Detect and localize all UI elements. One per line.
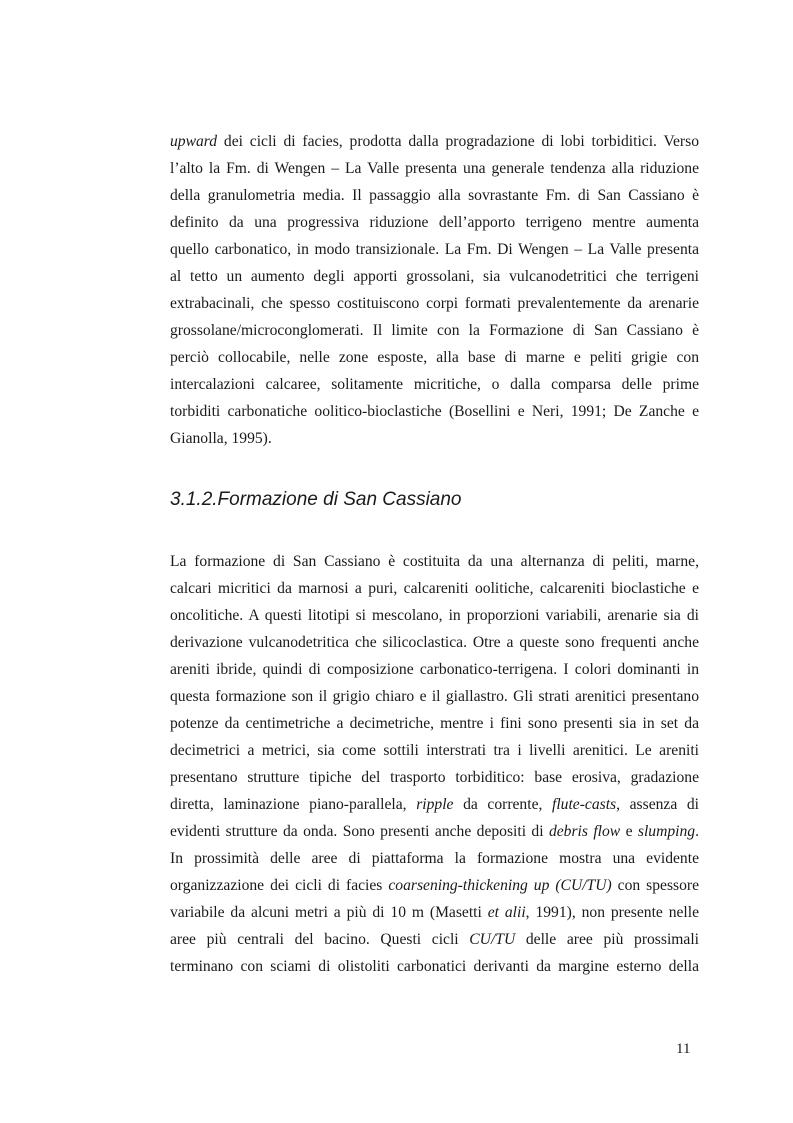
text-line: della granulometria media. Il passaggio alla sovrastante Fm. di San Cassiano è: [170, 187, 699, 204]
text-line: In prossimità delle aree di piattaforma la formazione mostra una evidente: [170, 850, 699, 867]
text-line: presentano strutture tipiche del trasporto torbiditico: base erosiva, gradazione: [170, 769, 699, 786]
italic-term: slumping: [637, 823, 696, 840]
italic-term: flute-casts: [552, 796, 617, 813]
text-line: intercalazioni calcaree, solitamente micritiche, o dalla comparsa delle prime: [170, 376, 699, 393]
text-line: questa formazione son il grigio chiaro e il giallastro. Gli strati arenitici presentano: [170, 688, 699, 705]
italic-term: upward: [170, 133, 218, 150]
text-line: evidenti strutture da onda. Sono presenti anche depositi di debris flow e slumping.: [170, 823, 699, 840]
text-line: decimetrici a metrici, sia come sottili interstrati tra i livelli arenitici. Le areniti: [170, 742, 699, 759]
italic-term: debris flow: [548, 823, 621, 840]
italic-term: ripple: [416, 796, 454, 813]
text-line: diretta, laminazione piano-parallela, ripple da corrente, flute-casts, assenza di: [170, 796, 699, 813]
text-line: areniti ibride, quindi di composizione carbonatico-terrigena. I colori dominanti in: [170, 661, 699, 678]
text-line: terminano con sciami di olistoliti carbonatici derivanti da margine esterno della: [170, 958, 699, 975]
text-line: aree più centrali del bacino. Questi cicli CU/TU delle aree più prossimali: [170, 931, 699, 948]
text-line: organizzazione dei cicli di facies coarsening-thickening up (CU/TU) con spessore: [170, 877, 699, 894]
text-line: torbiditi carbonatiche oolitico-bioclastiche (Bosellini e Neri, 1991; De Zanche e: [170, 403, 699, 420]
italic-term: coarsening-thickening up (CU/TU): [388, 877, 612, 894]
text-line: calcari micritici da marnosi a puri, calcareniti oolitiche, calcareniti bioclastiche e: [170, 580, 699, 597]
text-line: grossolane/microconglomerati. Il limite con la Formazione di San Cassiano è: [170, 322, 699, 339]
text-line: oncolitiche. A questi litotipi si mescolano, in proporzioni variabili, arenarie sia di: [170, 607, 699, 624]
italic-term: et alii: [487, 904, 526, 921]
text-line: definito da una progressiva riduzione dell’apporto terrigeno mentre aumenta: [170, 214, 699, 231]
text-line: La formazione di San Cassiano è costituita da una alternanza di peliti, marne,: [170, 553, 699, 570]
text-line: perciò collocabile, nelle zone esposte, alla base di marne e peliti grigie con: [170, 349, 699, 366]
text-line: extrabacinali, che spesso costituiscono corpi formati prevalentemente da arenarie: [170, 295, 699, 312]
section-heading: 3.1.2.Formazione di San Cassiano: [170, 489, 462, 510]
text-line: l’alto la Fm. di Wengen – La Valle presenta una generale tendenza alla riduzione: [170, 160, 699, 177]
text-line: Gianolla, 1995).: [170, 430, 272, 447]
text-line: upward dei cicli di facies, prodotta dalla progradazione di lobi torbiditici. Verso: [170, 133, 699, 150]
text-line: derivazione vulcanodetritica che silicoclastica. Otre a queste sono frequenti anche: [170, 634, 699, 651]
paragraph-wengen: [170, 128, 699, 452]
text-line: potenze da centimetriche a decimetriche, mentre i fini sono presenti sia in set da: [170, 715, 699, 732]
italic-term: CU/TU: [469, 931, 516, 948]
text-line: variabile da alcuni metri a più di 10 m (Masetti et alii, 1991), non presente nelle: [170, 904, 699, 921]
text-line: quello carbonatico, in modo transizionale. La Fm. Di Wengen – La Valle presenta: [170, 241, 699, 258]
paragraph-san-cassiano: [170, 548, 699, 980]
page-number: 11: [676, 1041, 691, 1057]
text-line: al tetto un aumento degli apporti grossolani, sia vulcanodetritici che terrigeni: [170, 268, 699, 285]
